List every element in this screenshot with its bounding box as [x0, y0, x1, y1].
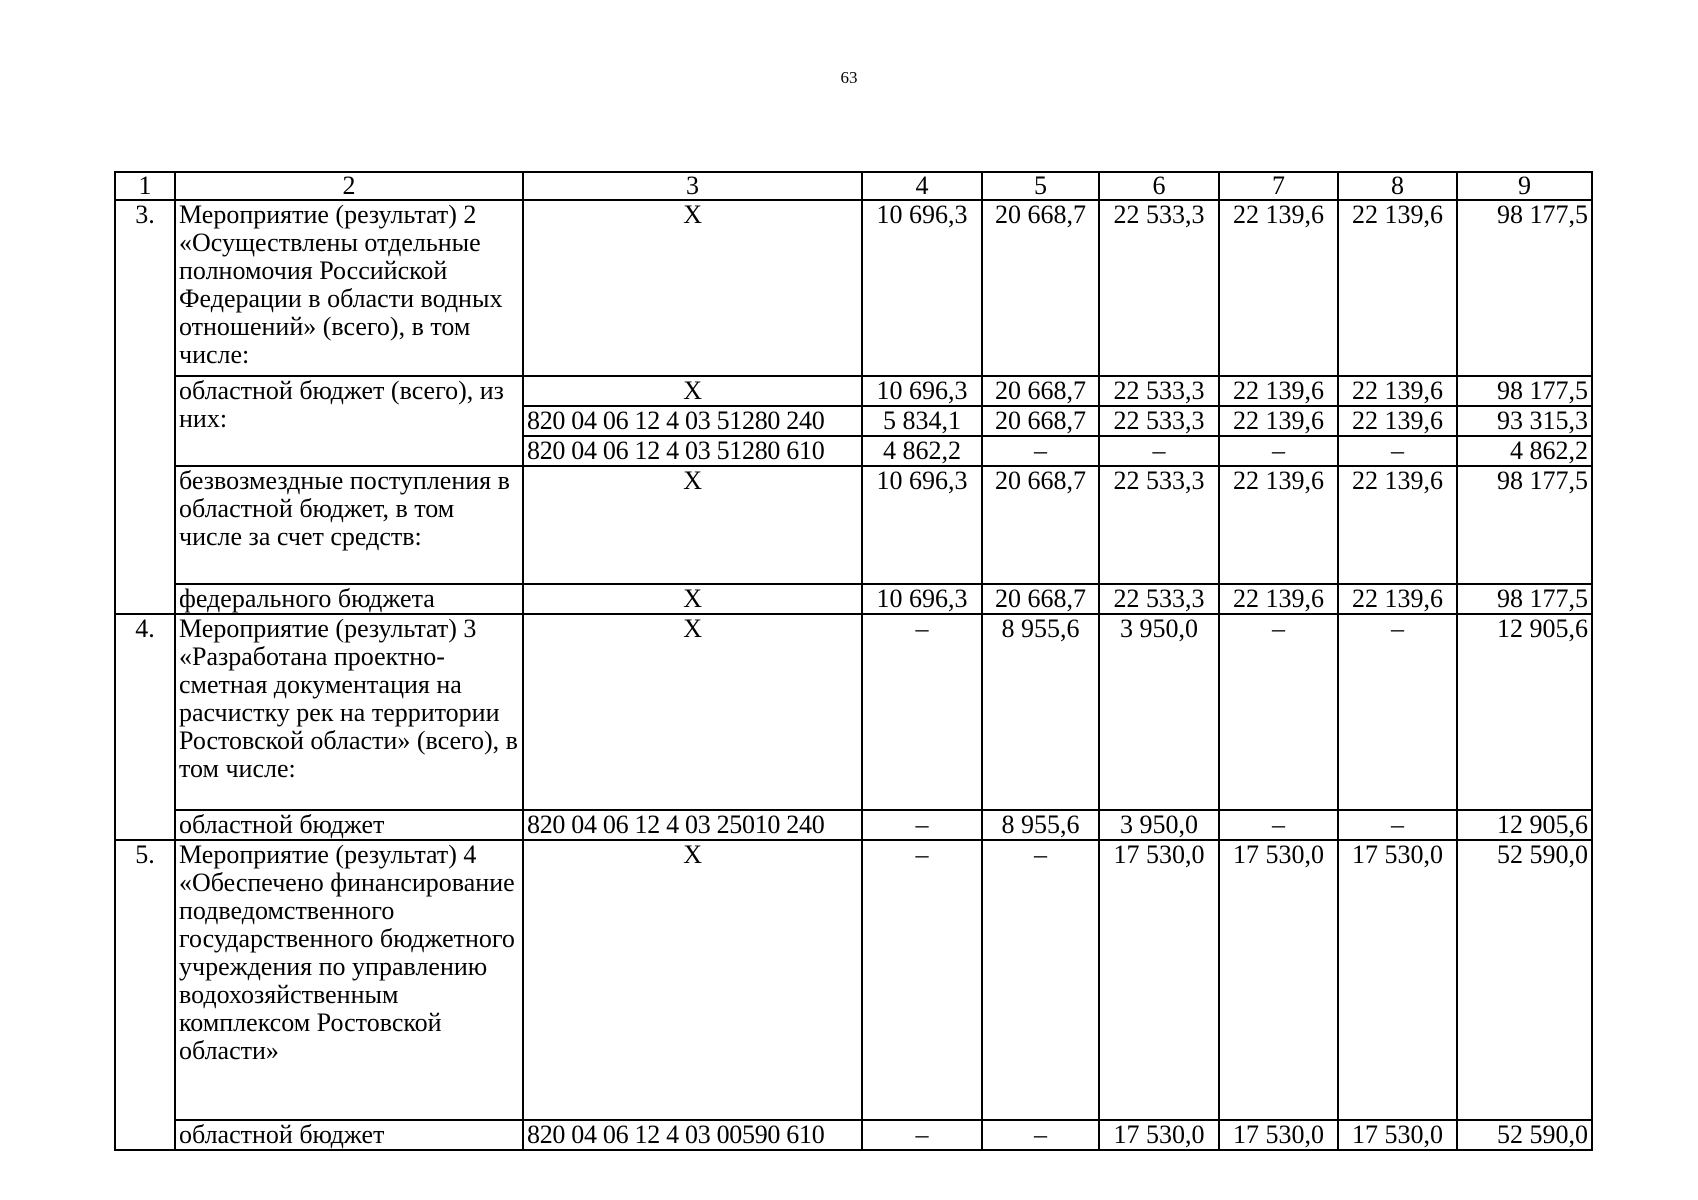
budget-code: 820 04 06 12 4 03 00590 610 [523, 1120, 862, 1150]
value-cell: 98 177,5 [1457, 584, 1592, 614]
budget-code: Х [523, 466, 862, 584]
value-cell: 20 668,7 [982, 376, 1099, 406]
table-row [115, 466, 1592, 584]
value-cell: 52 590,0 [1457, 840, 1592, 1120]
budget-code: 820 04 06 12 4 03 51280 610 [523, 436, 862, 466]
value-cell: 22 139,6 [1338, 584, 1457, 614]
column-header: 3 [523, 172, 862, 200]
budget-table [114, 171, 1593, 1151]
value-cell: 22 139,6 [1338, 200, 1457, 376]
value-cell: – [1219, 436, 1338, 466]
budget-code: 820 04 06 12 4 03 51280 240 [523, 406, 862, 436]
value-cell: 22 533,3 [1099, 466, 1219, 584]
value-cell: 22 139,6 [1219, 584, 1338, 614]
column-header: 2 [175, 172, 523, 200]
value-cell: 10 696,3 [862, 466, 982, 584]
row-description: Мероприятие (результат) 4 «Обеспечено финансирование подведомственного государственного бюджетного учреждения по управлению водохозяйственным комплексом Ростовской области» [175, 840, 523, 1120]
value-cell: 22 139,6 [1219, 200, 1338, 376]
value-cell: 5 834,1 [862, 406, 982, 436]
value-cell: 93 315,3 [1457, 406, 1592, 436]
value-cell: 22 139,6 [1338, 406, 1457, 436]
budget-code: Х [523, 614, 862, 810]
value-cell: 22 533,3 [1099, 200, 1219, 376]
value-cell: 17 530,0 [1099, 840, 1219, 1120]
value-cell: – [1338, 436, 1457, 466]
value-cell: – [862, 614, 982, 810]
value-cell: 22 139,6 [1219, 376, 1338, 406]
budget-code: Х [523, 584, 862, 614]
value-cell: 22 533,3 [1099, 376, 1219, 406]
row-number: 5. [115, 840, 175, 1150]
value-cell: 22 533,3 [1099, 406, 1219, 436]
value-cell: 4 862,2 [862, 436, 982, 466]
value-cell: 17 530,0 [1219, 1120, 1338, 1150]
value-cell: 17 530,0 [1219, 840, 1338, 1120]
table-row [115, 200, 1592, 376]
table-row [115, 614, 1592, 810]
value-cell: 20 668,7 [982, 466, 1099, 584]
row-description: областной бюджет [175, 810, 523, 840]
value-cell: 22 139,6 [1338, 466, 1457, 584]
value-cell: 12 905,6 [1457, 614, 1592, 810]
value-cell: – [1338, 614, 1457, 810]
value-cell: 17 530,0 [1338, 1120, 1457, 1150]
table-row [115, 584, 1592, 614]
value-cell: 22 533,3 [1099, 584, 1219, 614]
row-number: 3. [115, 200, 175, 614]
table-row [115, 810, 1592, 840]
value-cell: 52 590,0 [1457, 1120, 1592, 1150]
row-description: Мероприятие (результат) 3 «Разработана проектно-сметная документация на расчистку рек на территории Ростовской области» (всего), в том числе: [175, 614, 523, 810]
budget-code: Х [523, 376, 862, 406]
value-cell: 8 955,6 [982, 614, 1099, 810]
column-header: 5 [982, 172, 1099, 200]
value-cell: – [1338, 810, 1457, 840]
row-description: областной бюджет (всего), из них: [175, 376, 523, 466]
value-cell: 10 696,3 [862, 584, 982, 614]
column-header: 8 [1338, 172, 1457, 200]
value-cell: – [982, 1120, 1099, 1150]
row-description: Мероприятие (результат) 2 «Осуществлены отдельные полномочия Российской Федерации в области водных отношений» (всего), в том числе: [175, 200, 523, 376]
value-cell: – [982, 840, 1099, 1120]
value-cell: 3 950,0 [1099, 810, 1219, 840]
value-cell: – [1219, 614, 1338, 810]
value-cell: – [1099, 436, 1219, 466]
table-row [115, 376, 1592, 406]
page-number: 63 [840, 68, 858, 87]
column-header: 9 [1457, 172, 1592, 200]
value-cell: 17 530,0 [1338, 840, 1457, 1120]
value-cell: 12 905,6 [1457, 810, 1592, 840]
row-description: областной бюджет [175, 1120, 523, 1150]
budget-code: Х [523, 200, 862, 376]
row-number: 4. [115, 614, 175, 840]
value-cell: 22 139,6 [1219, 466, 1338, 584]
value-cell: 98 177,5 [1457, 466, 1592, 584]
row-description: федерального бюджета [175, 584, 523, 614]
value-cell: 22 139,6 [1338, 376, 1457, 406]
value-cell: 20 668,7 [982, 200, 1099, 376]
table-row [115, 840, 1592, 1120]
column-header: 1 [115, 172, 175, 200]
budget-code: Х [523, 840, 862, 1120]
value-cell: 3 950,0 [1099, 614, 1219, 810]
table-row [115, 1120, 1592, 1150]
budget-code: 820 04 06 12 4 03 25010 240 [523, 810, 862, 840]
column-header: 4 [862, 172, 982, 200]
value-cell: 98 177,5 [1457, 200, 1592, 376]
value-cell: – [982, 436, 1099, 466]
column-header: 7 [1219, 172, 1338, 200]
value-cell: 10 696,3 [862, 376, 982, 406]
value-cell: 20 668,7 [982, 406, 1099, 436]
row-description: безвозмездные поступления в областной бюджет, в том числе за счет средств: [175, 466, 523, 584]
value-cell: – [1219, 810, 1338, 840]
value-cell: 98 177,5 [1457, 376, 1592, 406]
value-cell: 17 530,0 [1099, 1120, 1219, 1150]
value-cell: 4 862,2 [1457, 436, 1592, 466]
header-row [115, 172, 1592, 200]
value-cell: 8 955,6 [982, 810, 1099, 840]
value-cell: 20 668,7 [982, 584, 1099, 614]
value-cell: – [862, 810, 982, 840]
value-cell: – [862, 1120, 982, 1150]
value-cell: 22 139,6 [1219, 406, 1338, 436]
value-cell: – [862, 840, 982, 1120]
value-cell: 10 696,3 [862, 200, 982, 376]
column-header: 6 [1099, 172, 1219, 200]
